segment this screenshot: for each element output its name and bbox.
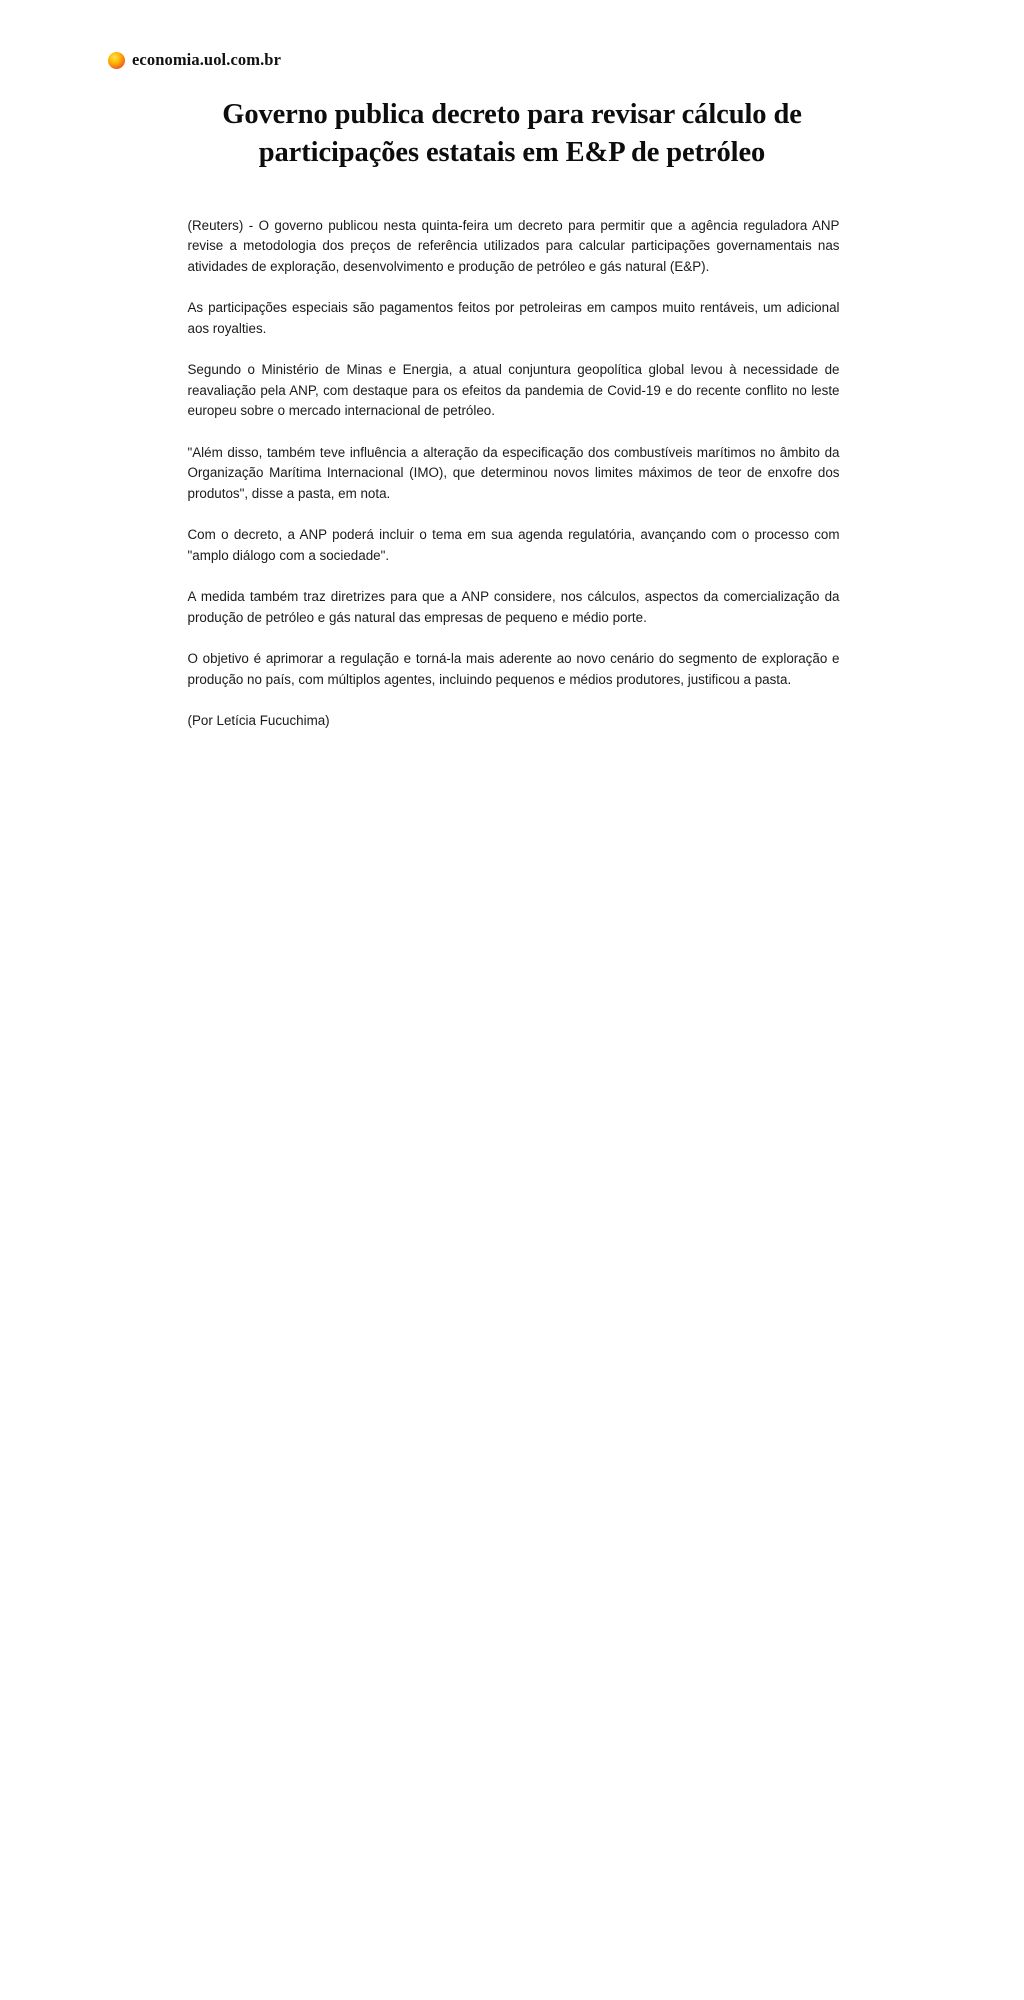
article-paragraph: "Além disso, também teve influência a alteração da especificação dos combustíveis marítimos no âmbito da Organização Marítima Internacional (IMO), que determinou novos limites máximos de teor de enxofre dos produtos", disse a pasta, em nota. [187, 444, 840, 501]
uol-sun-icon [108, 52, 125, 69]
page-title: Governo publica decreto para revisar cálculo de participações estatais em E&P de petróleo [222, 99, 802, 168]
article-paragraph: O objetivo é aprimorar a regulação e torná-la mais aderente ao novo cenário do segmento de exploração e produção no país, com múltiplos agentes, incluindo pequenos e médios produtores, justificou a pasta. [187, 651, 840, 687]
site-brand [0, 0, 1024, 70]
site-name: economia.uol.com.br [132, 50, 282, 69]
article-body [185, 216, 840, 732]
article-paragraph: A medida também traz diretrizes para que a ANP considere, nos cálculos, aspectos da comercialização da produção de petróleo e gás natural das empresas de pequeno e médio porte. [187, 589, 840, 625]
article-paragraph: (Reuters) - O governo publicou nesta quinta-feira um decreto para permitir que a agência reguladora ANP revise a metodologia dos preços de referência utilizados para calcular participações governamentais nas atividades de exploração, desenvolvimento e produção de petróleo e gás natural (E&P). [187, 217, 840, 274]
article-paragraph: Segundo o Ministério de Minas e Energia, a atual conjuntura geopolítica global levou à necessidade de reavaliação pela ANP, com destaque para os efeitos da pandemia de Covid-19 e do recente conflito no leste europeu sobre o mercado internacional de petróleo. [187, 362, 840, 419]
article-paragraph: Com o decreto, a ANP poderá incluir o tema em sua agenda regulatória, avançando com o processo com "amplo diálogo com a sociedade". [187, 527, 840, 563]
article-byline: (Por Letícia Fucuchima) [187, 713, 330, 729]
article-paragraph: As participações especiais são pagamentos feitos por petroleiras em campos muito rentáveis, um adicional aos royalties. [187, 300, 840, 336]
